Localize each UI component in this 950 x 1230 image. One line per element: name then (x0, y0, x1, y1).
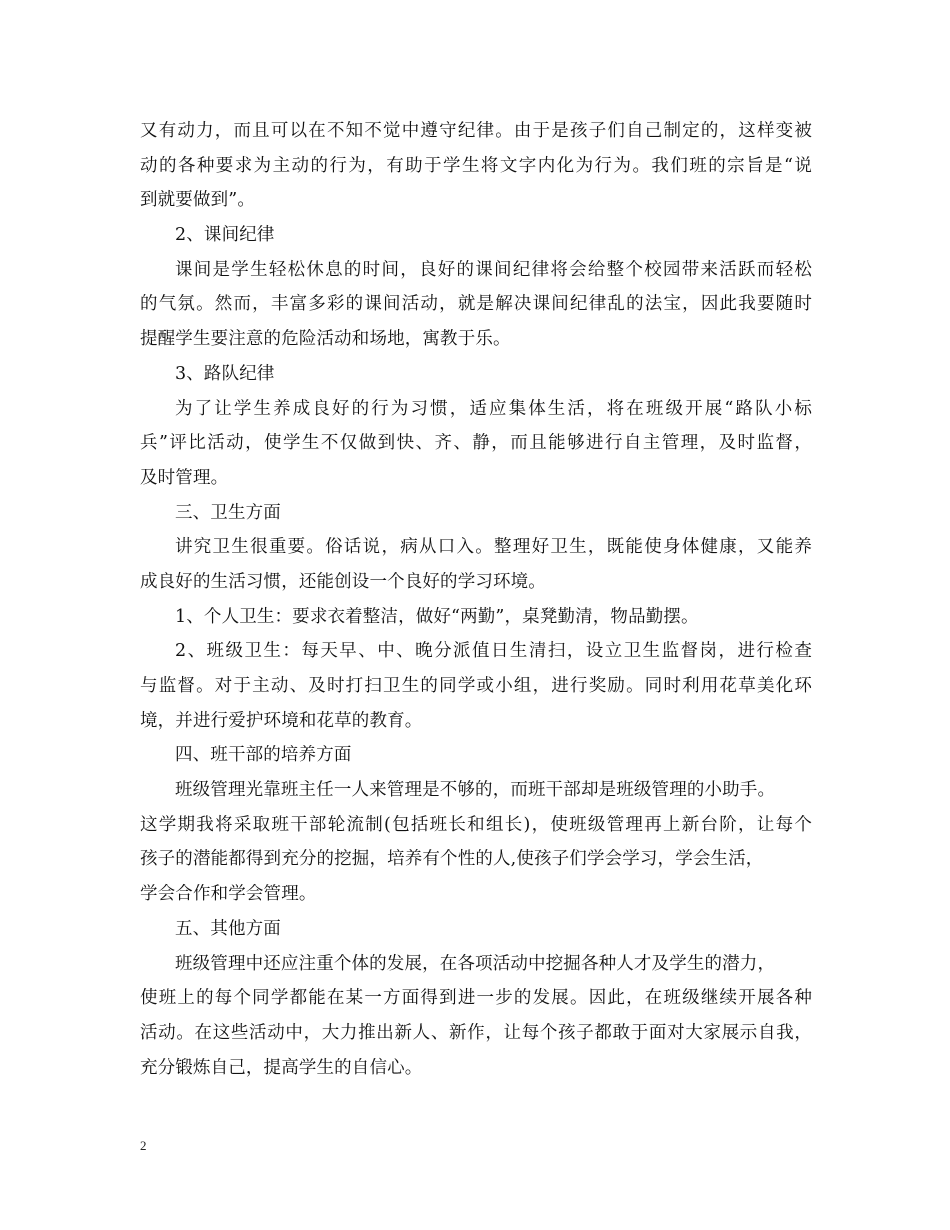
paragraph-line: 的气氛。然而，丰富多彩的课间活动，就是解决课间纪律乱的法宝，因此我要随时 (140, 294, 812, 315)
paragraph-line: 活动。在这些活动中，大力推出新人、新作，让每个孩子都敢于面对大家展示自我， (140, 1022, 812, 1043)
paragraph-line: 充分锻炼自己，提高学生的自信心。 (140, 1057, 423, 1078)
paragraph-line: 1、个人卫生：要求衣着整洁，做好“两勤”，桌凳勤清，物品勤摆。 (175, 606, 699, 627)
paragraph-line: 为了让学生养成良好的行为习惯，适应集体生活，将在班级开展“路队小标 (175, 398, 812, 419)
document-body (140, 114, 812, 1085)
paragraph-line: 班级管理光靠班主任一人来管理是不够的，而班干部却是班级管理的小助手。 (175, 780, 776, 801)
paragraph-line: 到就要做到”。 (140, 190, 255, 211)
paragraph-line: 及时管理。 (140, 467, 229, 488)
section-heading: 四、班干部的培养方面 (175, 745, 352, 766)
paragraph-line: 孩子的潜能都得到充分的挖掘，培养有个性的人,使孩子们学会学习，学会生活， (140, 849, 764, 870)
paragraph-line: 使班上的每个同学都能在某一方面得到进一步的发展。因此，在班级继续开展各种 (140, 988, 812, 1009)
paragraph-line: 与监督。对于主动、及时打扫卫生的同学或小组，进行奖励。同时利用花草美化环 (140, 676, 812, 696)
paragraph-line: 又有动力，而且可以在不知不觉中遵守纪律。由于是孩子们自己制定的，这样变被 (140, 121, 812, 141)
paragraph-line: 动的各种要求为主动的行为，有助于学生将文字内化为行为。我们班的宗旨是“说 (140, 155, 812, 176)
paragraph-line: 兵”评比活动，使学生不仅做到快、齐、静，而且能够进行自主管理，及时监督， (140, 433, 812, 454)
paragraph-line: 学会合作和学会管理。 (140, 884, 317, 905)
section-heading: 3、路队纪律 (175, 363, 275, 384)
paragraph-line: 成良好的生活习惯，还能创设一个良好的学习环境。 (140, 571, 546, 592)
paragraph-line: 境，并进行爱护环境和花草的教育。 (140, 710, 423, 731)
paragraph-line: 课间是学生轻松休息的时间，良好的课间纪律将会给整个校园带来活跃而轻松 (175, 259, 812, 280)
paragraph-line: 2、班级卫生：每天早、中、晚分派值日生清扫，设立卫生监督岗，进行检查 (175, 641, 812, 662)
paragraph-line: 讲究卫生很重要。俗话说，病从口入。整理好卫生，既能使身体健康，又能养 (175, 537, 812, 558)
page-number: 2 (140, 1138, 147, 1153)
section-heading: 2、课间纪律 (175, 225, 275, 246)
section-heading: 三、卫生方面 (175, 502, 281, 523)
section-heading: 五、其他方面 (175, 918, 281, 939)
paragraph-line: 这学期我将采取班干部轮流制(包括班长和组长)，使班级管理再上新台阶，让每个 (140, 814, 812, 835)
paragraph-line: 班级管理中还应注重个体的发展，在各项活动中挖掘各种人才及学生的潜力， (175, 953, 776, 974)
paragraph-line: 提醒学生要注意的危险活动和场地，寓教于乐。 (140, 329, 511, 350)
